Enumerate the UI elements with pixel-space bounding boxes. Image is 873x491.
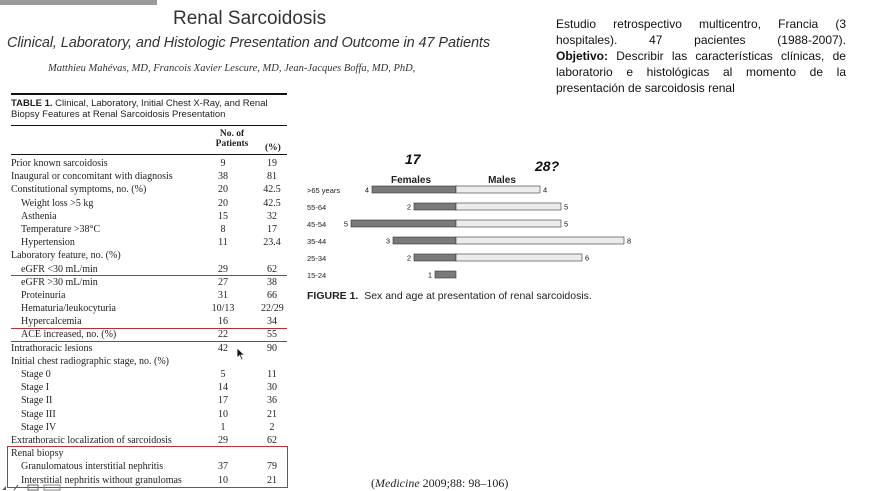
female-data-label: 5: [343, 219, 348, 229]
female-data-label: 2: [406, 202, 411, 212]
row-percent: 17: [267, 223, 277, 235]
male-bar: [456, 220, 561, 227]
female-bar: [414, 203, 456, 210]
row-label: Hypercalcemia: [21, 316, 82, 328]
paper-authors: Matthieu Mahévas, MD, Francois Xavier Lescure, MD, Jean-Jacques Boffa, MD, PhD,: [48, 63, 416, 74]
row-count: 9: [220, 158, 226, 169]
paper-title: Renal Sarcoidosis: [173, 8, 327, 29]
row-label: Weight loss >5 kg: [21, 197, 94, 209]
notes-line: presentación de sarcoidosis renal: [556, 81, 735, 95]
legend-males: Males: [488, 175, 516, 186]
row-count: 5: [220, 369, 226, 380]
row-label: eGFR <30 mL/min: [21, 263, 98, 275]
row-count: 14: [218, 382, 228, 394]
female-bar: [351, 220, 456, 227]
age-category-label: 55-64: [307, 203, 327, 212]
row-label: Prior known sarcoidosis: [11, 158, 108, 169]
row-label: Temperature >38°C: [21, 223, 101, 235]
annotation-males-total: 28?: [535, 158, 560, 174]
row-label: Extrathoracic localization of sarcoidosis: [11, 434, 172, 446]
row-label: Inaugural or concomitant with diagnosis: [11, 171, 173, 183]
row-percent: 30: [267, 382, 277, 394]
female-bar: [393, 237, 456, 244]
row-count: 1: [220, 421, 226, 433]
paper-subtitle: Clinical, Laboratory, and Histologic Presentation and Outcome in 47 Patients: [7, 35, 490, 51]
male-data-label: 6: [585, 253, 590, 263]
male-bar: [456, 203, 561, 210]
row-count: 29: [218, 263, 228, 275]
figure-caption-text: Sex and age at presentation of renal sarcoidosis.: [364, 290, 592, 302]
row-label: Interstitial nephritis without granulomas: [21, 474, 182, 486]
row-label: Asthenia: [21, 210, 57, 222]
row-count: 10: [218, 408, 228, 420]
row-percent: 36: [267, 395, 277, 407]
row-count: 20: [218, 184, 228, 196]
female-data-label: 4: [364, 185, 369, 195]
row-label: Stage II: [21, 395, 53, 407]
notes-line: Estudio retrospectivo multicentro, Francia (3: [556, 17, 846, 31]
female-bar: [435, 271, 456, 278]
row-count: 10/13: [211, 303, 235, 315]
female-bar: [372, 186, 456, 193]
row-count: 15: [218, 210, 228, 222]
row-label: Initial chest radiographic stage, no. (%): [11, 355, 169, 367]
row-percent: 81: [267, 171, 277, 183]
age-category-label: 15-24: [307, 271, 327, 280]
row-count: 8: [220, 223, 226, 235]
citation: [371, 476, 508, 491]
row-label: Stage 0: [21, 369, 51, 380]
row-label: Renal biopsy: [11, 448, 64, 460]
female-data-label: 2: [406, 253, 411, 263]
row-label: Hypertension: [21, 237, 75, 249]
age-category-label: 35-44: [307, 237, 327, 246]
row-count: 17: [218, 395, 228, 407]
taskbar-icons: [0, 484, 120, 491]
age-category-label: >65 years: [307, 186, 341, 195]
figure-caption: [307, 290, 592, 302]
male-data-label: 8: [627, 236, 632, 246]
male-data-label: 5: [564, 219, 569, 229]
figure-label: FIGURE 1.: [307, 290, 359, 302]
row-percent: 62: [267, 263, 277, 275]
row-percent: 23.4: [263, 237, 281, 249]
row-percent: 11: [267, 369, 277, 380]
annotation-females-total: 17: [405, 151, 421, 167]
female-data-label: 1: [427, 270, 432, 280]
row-count: 29: [218, 434, 228, 446]
female-bar: [414, 254, 456, 261]
male-bar: [456, 254, 582, 261]
column-header-count: No. of Patients: [215, 129, 249, 149]
male-data-label: 5: [564, 202, 569, 212]
notes-line: hospitales). 47 pacientes (1988-2007).: [556, 33, 846, 47]
row-count: 42: [218, 342, 228, 354]
row-percent: 66: [267, 289, 277, 301]
female-data-label: 3: [385, 236, 390, 246]
notes-line: Describir las características clínicas, de: [616, 49, 846, 63]
age-category-label: 25-34: [307, 254, 327, 263]
row-percent: 42.5: [263, 197, 281, 209]
row-count: 16: [218, 316, 228, 328]
age-category-label: 45-54: [307, 220, 327, 229]
row-count: 37: [218, 461, 228, 473]
citation-journal: Medicine: [375, 476, 420, 490]
row-label: Stage III: [21, 408, 56, 420]
row-percent: 90: [267, 342, 277, 354]
row-percent: 79: [267, 461, 277, 473]
row-percent: 62: [267, 434, 277, 446]
citation-rest: 2009;88: 98–106): [419, 476, 509, 490]
row-label: Constitutional symptoms, no. (%): [11, 184, 147, 196]
row-percent: 19: [267, 158, 277, 169]
row-count: 38: [218, 171, 228, 183]
row-label: Intrathoracic lesions: [11, 342, 93, 354]
row-percent: 32: [267, 210, 277, 222]
table-caption-label: TABLE 1.: [11, 98, 53, 109]
row-count: 20: [218, 197, 228, 209]
row-percent: 21: [267, 474, 277, 486]
row-count: 10: [218, 474, 228, 486]
citation-open: (: [371, 476, 375, 490]
row-count: 27: [218, 276, 228, 288]
row-count: 11: [218, 237, 228, 249]
row-label: Laboratory feature, no. (%): [11, 250, 121, 262]
row-label: eGFR >30 mL/min: [21, 276, 98, 288]
row-label: Stage I: [21, 382, 50, 394]
row-label: Granulomatous interstitial nephritis: [21, 461, 164, 473]
male-bar: [456, 237, 624, 244]
male-bar: [456, 186, 540, 193]
row-percent: 21: [267, 408, 277, 420]
row-label: Stage IV: [21, 421, 57, 433]
row-count: 31: [218, 289, 228, 301]
row-percent: 34: [267, 316, 277, 328]
row-label: Proteinuria: [21, 289, 66, 301]
row-percent: 2: [269, 421, 275, 433]
notes-line: laboratorio e histológicas al momento de la: [556, 65, 846, 79]
column-header-percent: (%): [265, 143, 281, 153]
male-data-label: 4: [543, 185, 548, 195]
row-percent: 55: [267, 329, 277, 341]
row-label: Hematuria/leukocyturia: [21, 303, 116, 315]
legend-females: Females: [390, 175, 432, 186]
row-percent: 38: [267, 276, 277, 288]
notes-objective-label: Objetivo:: [556, 49, 609, 63]
row-percent: 42.5: [263, 184, 281, 196]
row-count: 22: [218, 329, 228, 341]
mouse-cursor-icon: [236, 347, 246, 361]
table-caption-text: Clinical, Laboratory, Initial Chest X-Ray, and Renal Biopsy Features at Renal Sarcoidosis Presentation: [11, 98, 268, 120]
row-label: ACE increased, no. (%): [21, 329, 117, 341]
row-percent: 22/29: [261, 303, 284, 315]
